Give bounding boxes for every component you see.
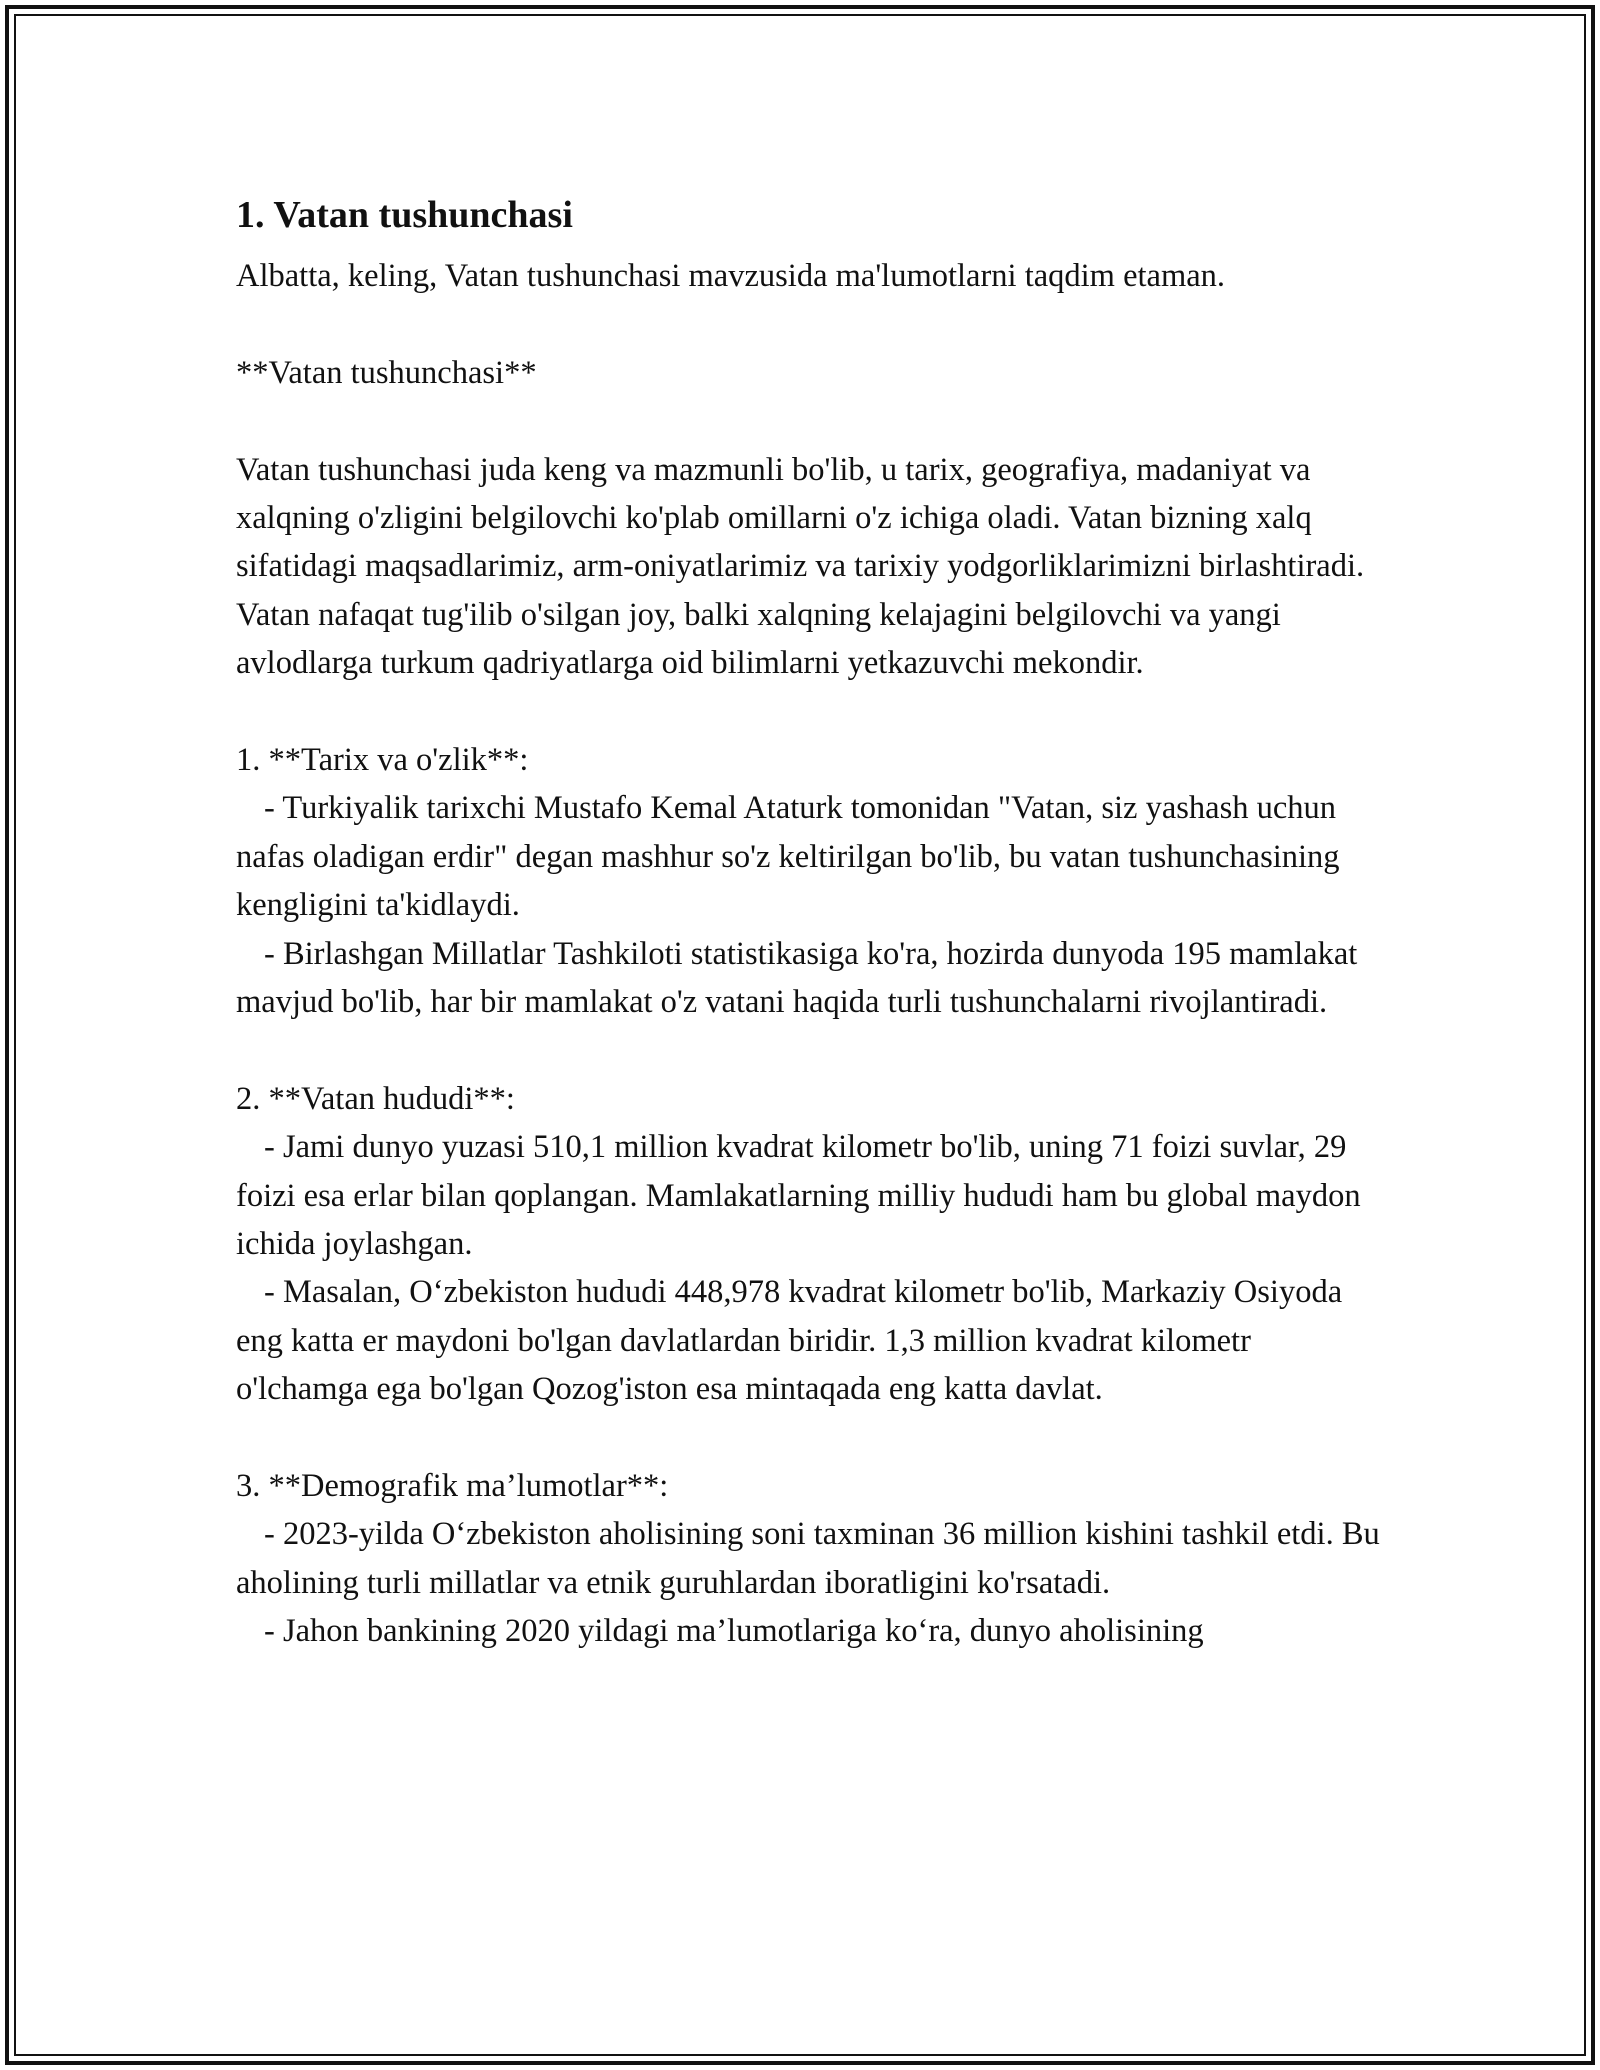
document-body: [236, 186, 1386, 1656]
bullet-item: - 2023-yilda O‘zbekiston aholisining soni taxminan 36 million kishini tashkil etdi. Bu aholining turli millatlar va etnik guruhlardan iboratligini ko'rsatadi.: [236, 1516, 1380, 1601]
bullet-item: - Masalan, O‘zbekiston hududi 448,978 kvadrat kilometr bo'lib, Markaziy Osiyoda eng katta er maydoni bo'lgan davlatlardan biridir. 1,3 million kvadrat kilometr o'lchamga ega bo'lgan Qozog'iston esa mintaqada eng katta davlat.: [236, 1274, 1343, 1408]
bullet-item: - Jahon bankining 2020 yildagi ma’lumotlariga ko‘ra, dunyo aholisining: [264, 1613, 1204, 1650]
section-heading: 1. **Tarix va o'zlik**:: [236, 742, 529, 779]
section-territory: [236, 1075, 1386, 1414]
section-heading: 3. **Demografik ma’lumotlar**:: [236, 1468, 669, 1505]
section-history: [236, 736, 1386, 1026]
bullet-item: - Turkiyalik tarixchi Mustafo Kemal Ataturk tomonidan "Vatan, siz yashash uchun nafas oladigan erdir" degan mashhur so'z keltirilgan bo'lib, bu vatan tushunchasining kengligini ta'kidlaydi.: [236, 790, 1340, 924]
main-paragraph: Vatan tushunchasi juda keng va mazmunli bo'lib, u tarix, geografiya, madaniyat va xalqning o'zligini belgilovchi ko'plab omillarni o'z ichiga oladi. Vatan bizning xalq sifatidagi maqsadlarimiz, arm-oniyatlarimiz va tarixiy yodgorliklarimizni birlashtiradi. Vatan nafaqat tug'ilib o'silgan joy, balki xalqning kelajagini belgilovchi va yangi avlodlarga turkum qadriyatlarga oid bilimlarni yetkazuvchi mekondir.: [236, 451, 1365, 682]
bullet-item: - Birlashgan Millatlar Tashkiloti statistikasiga ko'ra, hozirda dunyoda 195 mamlakat mavjud bo'lib, har bir mamlakat o'z vatani haqida turli tushunchalarni rivojlantiradi.: [236, 935, 1358, 1021]
intro-text: Albatta, keling, Vatan tushunchasi mavzusida ma'lumotlarni taqdim etaman.: [236, 258, 1226, 294]
document-title: 1. Vatan tushunchasi: [236, 194, 573, 236]
section-demographics: [236, 1462, 1386, 1656]
section-heading: 2. **Vatan hududi**:: [236, 1080, 515, 1117]
subtitle-text: **Vatan tushunchasi**: [236, 354, 537, 391]
bullet-item: - Jami dunyo yuzasi 510,1 million kvadrat kilometr bo'lib, uning 71 foizi suvlar, 29 foizi esa erlar bilan qoplangan. Mamlakatlarning milliy hududi ham bu global maydon ichida joylashgan.: [236, 1129, 1361, 1263]
